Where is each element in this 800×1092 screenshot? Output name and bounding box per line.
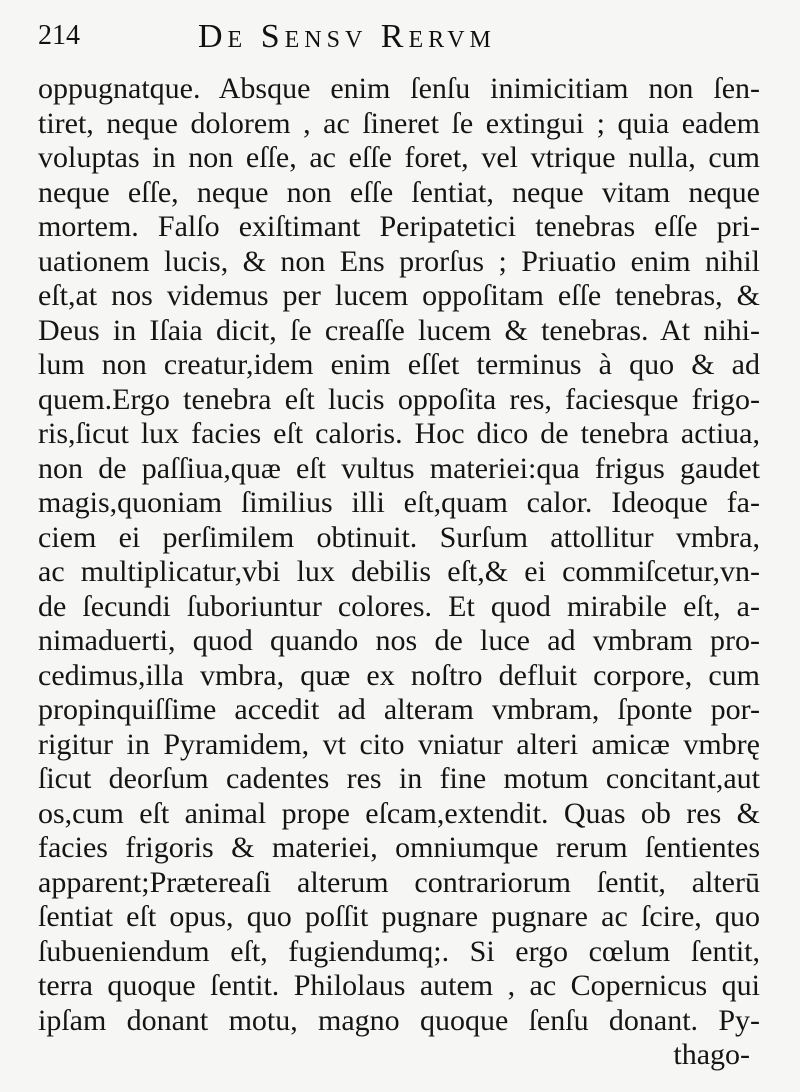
text-line: non de paſſiua,quæ eſt vultus materiei:qua frigus gaudet — [38, 451, 760, 485]
text-line: ciem ei perſimilem obtinuit. Surſum attollitur vmbra, — [38, 520, 760, 554]
running-head — [38, 20, 758, 64]
text-line: ac multiplicatur,vbi lux debilis eſt,& ei commiſcetur,vn- — [38, 555, 760, 588]
text-line: ris,ſicut lux facies eſt caloris. Hoc dico de tenebra actiua, — [38, 417, 760, 450]
text-line: nimaduerti, quod quando nos de luce ad vmbram pro- — [38, 624, 760, 657]
text-line: cedimus,illa vmbra, quæ ex noſtro defluit corpore, cum — [38, 658, 760, 692]
text-line: magis,quoniam ſimilius illi eſt,quam calor. Ideoque fa- — [38, 486, 760, 519]
text-line: propinquiſſime accedit ad alteram vmbram, ſponte por- — [38, 693, 760, 726]
text-line: tiret, neque dolorem , ac ſineret ſe extingui ; quia eadem — [38, 106, 760, 140]
text-line: terra quoque ſentit. Philolaus autem , ac Copernicus qui — [38, 969, 760, 1002]
text-line: apparent;Prætereaſi alterum contrariorum ſentit, alterū — [38, 865, 760, 899]
body-text — [38, 72, 760, 1073]
text-line: neque eſſe, neque non eſſe ſentiat, neque vitam neque — [38, 175, 760, 209]
text-line: de ſecundi ſuboriuntur colores. Et quod mirabile eſt, a- — [38, 589, 760, 623]
text-line: ſubueniendum eſt, fugiendumq;. Si ergo cœlum ſentit, — [38, 934, 760, 968]
text-line: lum non creatur,idem enim eſſet terminus à quo & ad — [38, 348, 760, 381]
running-title: De Sensv Rervm — [198, 18, 496, 55]
text-line: os,cum eſt animal prope eſcam,extendit. Quas ob res & — [38, 796, 760, 830]
text-line: voluptas in non eſſe, ac eſſe foret, vel vtrique nulla, cum — [38, 141, 760, 174]
text-line: ſicut deorſum cadentes res in fine motum concitant,aut — [38, 762, 760, 795]
text-line: rigitur in Pyramidem, vt cito vniatur alteri amicæ vmbrę — [38, 727, 760, 761]
page-number: 214 — [38, 20, 80, 51]
text-line: facies frigoris & materiei, omniumque rerum ſentientes — [38, 831, 760, 864]
text-line: Deus in Iſaia dicit, ſe creaſſe lucem & tenebras. At nihi- — [38, 313, 760, 347]
catchword: thago- — [673, 1038, 750, 1071]
text-line: uationem lucis, & non Ens prorſus ; Priuatio enim nihil — [38, 244, 760, 278]
text-line: ipſam donant motu, magno quoque ſenſu donant. Py- — [38, 1003, 760, 1037]
text-line: oppugnatque. Absque enim ſenſu inimicitiam non ſen- — [38, 72, 760, 105]
text-line: eſt,at nos videmus per lucem oppoſitam eſſe tenebras, & — [38, 279, 760, 312]
text-line: mortem. Falſo exiſtimant Peripatetici tenebras eſſe pri- — [38, 210, 760, 243]
text-line: quem.Ergo tenebra eſt lucis oppoſita res, faciesque frigo- — [38, 382, 760, 416]
text-line: ſentiat eſt opus, quo poſſit pugnare pugnare ac ſcire, quo — [38, 900, 760, 933]
